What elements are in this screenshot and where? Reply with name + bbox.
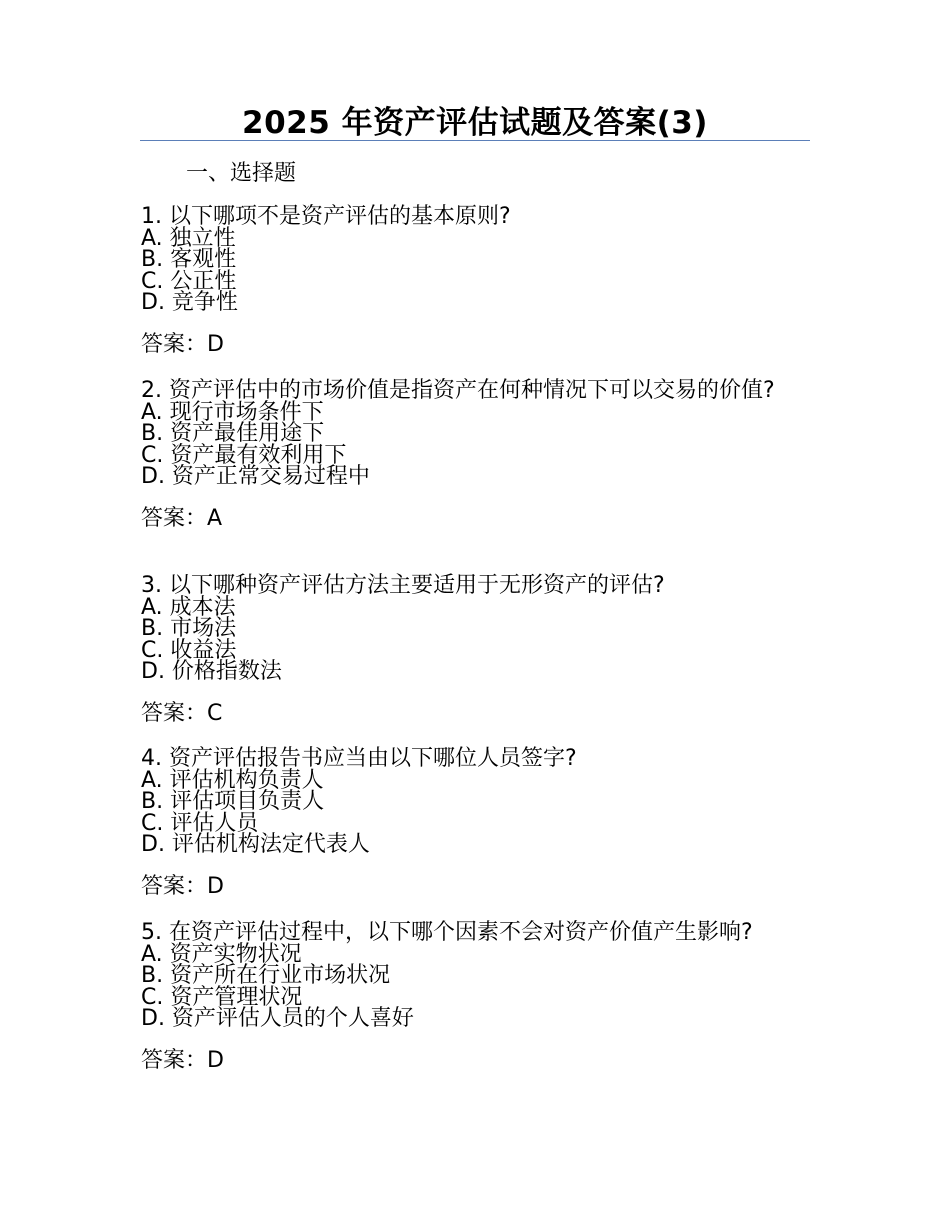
question-5: [141, 922, 801, 1074]
option-d: D. 资产评估人员的个人喜好: [141, 1006, 414, 1031]
title-underline: [140, 140, 810, 141]
option-d: D. 评估机构法定代表人: [141, 832, 370, 857]
option-c: C. 公正性: [141, 268, 237, 294]
question-4: [141, 748, 801, 900]
option-b: B. 市场法: [141, 616, 237, 641]
question-stem: 5. 在资产评估过程中，以下哪个因素不会对资产价值产生影响?: [141, 920, 753, 945]
question-stem: 1. 以下哪项不是资产评估的基本原则?: [141, 204, 511, 229]
option-b: B. 资产最佳用途下: [141, 421, 325, 446]
option-d: D. 价格指数法: [141, 659, 282, 684]
option-c: C. 收益法: [141, 637, 237, 663]
option-a: A. 资产实物状况: [141, 941, 302, 967]
option-a: A. 成本法: [141, 594, 236, 620]
answer-line: 答案：C: [141, 700, 223, 726]
answer-line: 答案：D: [141, 1047, 224, 1073]
question-stem: 2. 资产评估中的市场价值是指资产在何种情况下可以交易的价值?: [141, 378, 775, 403]
option-b: B. 客观性: [141, 247, 237, 272]
option-c: C. 评估人员: [141, 810, 259, 836]
option-d: D. 竞争性: [141, 290, 238, 315]
question-1: [141, 206, 801, 358]
option-c: C. 资产最有效利用下: [141, 442, 347, 468]
answer-line: 答案：A: [141, 505, 223, 531]
option-c: C. 资产管理状况: [141, 984, 303, 1010]
question-3: [141, 575, 801, 727]
question-2: [141, 380, 801, 532]
option-a: A. 现行市场条件下: [141, 399, 324, 425]
option-a: A. 评估机构负责人: [141, 767, 324, 793]
answer-line: 答案：D: [141, 331, 224, 357]
document-title: 2025 年资产评估试题及答案(3): [242, 105, 708, 141]
question-stem: 3. 以下哪种资产评估方法主要适用于无形资产的评估?: [141, 573, 665, 598]
option-a: A. 独立性: [141, 225, 236, 251]
answer-line: 答案：D: [141, 873, 224, 899]
option-b: B. 资产所在行业市场状况: [141, 963, 391, 988]
option-b: B. 评估项目负责人: [141, 789, 325, 814]
option-d: D. 资产正常交易过程中: [141, 464, 370, 489]
question-stem: 4. 资产评估报告书应当由以下哪位人员签字?: [141, 746, 577, 771]
section-heading: 一、选择题: [186, 161, 297, 186]
